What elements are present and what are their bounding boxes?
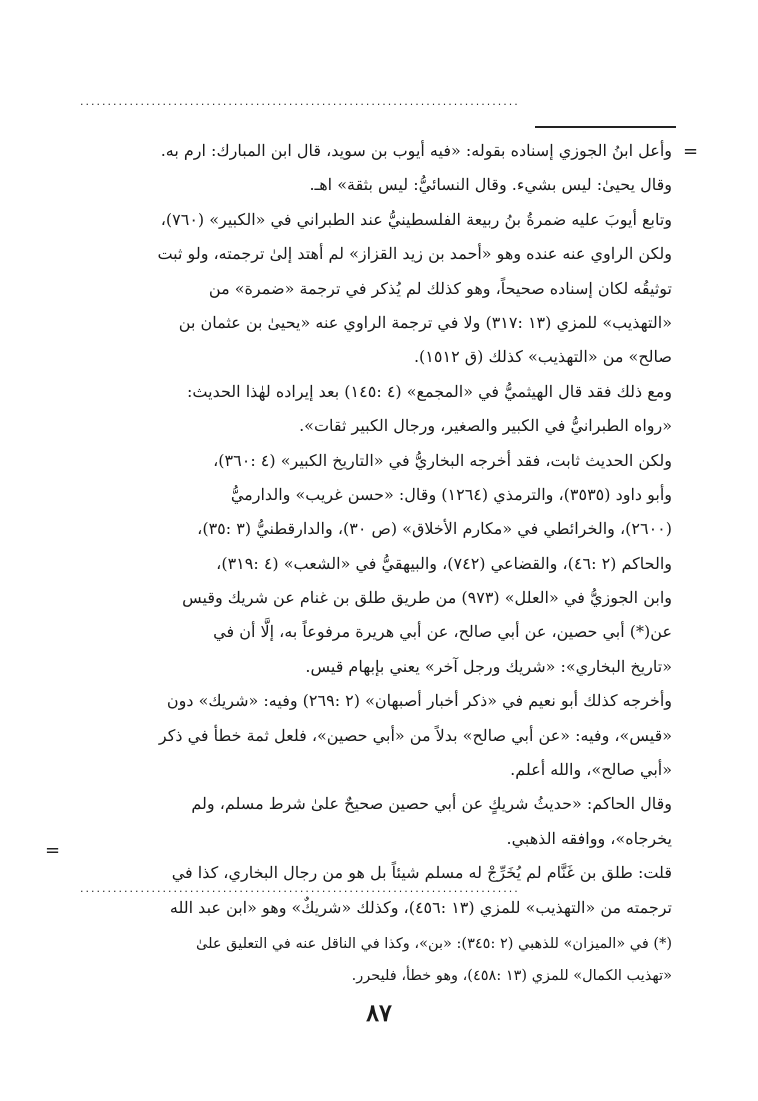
footnote-dotted-rule: ................................................................................: [80, 883, 520, 895]
page-number: ٨٧: [366, 998, 392, 1027]
footnote-line: (*) في «الميزان» للذهبي (٢ :٣٤٥): «بن»، وكذا في الناقل عنه في التعليق علىٰ: [196, 936, 672, 952]
text-line: وقال يحيىٰ: ليس بشيء. وقال النسائيُّ: ليس بثقة» اهـ.: [309, 175, 672, 195]
main-text: [74, 134, 672, 925]
text-line: «تاريخ البخاري»: «شريك ورجل آخر» يعني بإبهام قيس.: [305, 656, 672, 676]
header-dotted-rule: ................................................................................: [80, 96, 520, 108]
text-line: يخرجاه»، ووافقه الذهبي.: [506, 828, 672, 848]
text-line: والحاكم (٢ :٤٦)، والقضاعي (٧٤٢)، والبيهقيُّ في «الشعب» (٤ :٣١٩)،: [216, 553, 672, 573]
footnote: [100, 928, 672, 992]
continuation-marker-right: =: [683, 141, 699, 162]
text-line: «أبي صالح»، والله أعلم.: [510, 760, 672, 780]
text-line: ومع ذلك فقد قال الهيثميُّ في «المجمع» (٤ :١٤٥) بعد إيراده لهٰذا الحديث:: [187, 381, 672, 401]
footnote-line: «تهذيب الكمال» للمزي (١٣ :٤٥٨)، وهو خطأ، فليحرر.: [351, 968, 672, 984]
text-line: (٢٦٠٠)، والخرائطي في «مكارم الأخلاق» (ص ٣٠)، والدارقطنيُّ (٣ :٣٥)،: [197, 519, 672, 539]
text-line: «رواه الطبرانيُّ في الكبير والصغير، ورجال الكبير ثقات».: [299, 416, 672, 436]
text-line: وتابع أيوبَ عليه ضمرةُ بنُ ربيعة الفلسطينيُّ عند الطبراني في «الكبير» (٧٦٠)،: [160, 209, 672, 229]
text-line: ترجمته من «التهذيب» للمزي (١٣ :٤٥٦)، وكذلك «شريكٌ» وهو «ابن عبد الله: [169, 897, 672, 917]
continuation-marker-left: =: [45, 840, 61, 861]
text-line: وابن الجوزيُّ في «العلل» (٩٧٣) من طريق طلق بن غنام عن شريك وقيس: [182, 588, 672, 608]
text-line: صالح» من «التهذيب» كذلك (ق ١٥١٢).: [413, 347, 672, 367]
text-line: «قيس»، وفيه: «عن أبي صالح» بدلاً من «أبي حصين»، فلعل ثمة خطأ في ذكر: [158, 725, 672, 745]
header-separator-rule: [535, 126, 676, 128]
text-line: وأبو داود (٣٥٣٥)، والترمذي (١٢٦٤) وقال: «حسن غريب» والدارميُّ: [230, 484, 672, 504]
text-line: وأعل ابنُ الجوزي إسناده بقوله: «فيه أيوب بن سويد، قال ابن المبارك: ارم به.: [160, 141, 672, 160]
text-line: وقال الحاكم: «حديثُ شريكٍ عن أبي حصين صحيحٌ علىٰ شرط مسلم، ولم: [191, 794, 672, 814]
text-line: «التهذيب» للمزي (١٣ :٣١٧) ولا في ترجمة الراوي عنه «يحيىٰ بن عثمان بن: [178, 312, 672, 332]
text-line: ولكن الراوي عنه عنده وهو «أحمد بن زيد القزاز» لم أهتد إلىٰ ترجمته، ولو ثبت: [157, 244, 672, 264]
text-line: عن(*) أبي حصين، عن أبي صالح، عن أبي هريرة مرفوعاً به، إلَّا أن في: [213, 622, 672, 642]
text-line: ولكن الحديث ثابت، فقد أخرجه البخاريُّ في «التاريخ الكبير» (٤ :٣٦٠)،: [213, 450, 672, 470]
text-line: توثيقُه لكان إسناده صحيحاً، وهو كذلك لم يُذكر في ترجمة «ضمرة» من: [208, 278, 672, 298]
text-line: قلت: طلق بن غَنَّام لم يُخَرِّجْ له مسلم شيئاً بل هو من رجال البخاري، كذا في: [171, 863, 672, 883]
text-line: وأخرجه كذلك أبو نعيم في «ذكر أخبار أصبهان» (٢ :٢٦٩) وفيه: «شريك» دون: [166, 691, 672, 711]
